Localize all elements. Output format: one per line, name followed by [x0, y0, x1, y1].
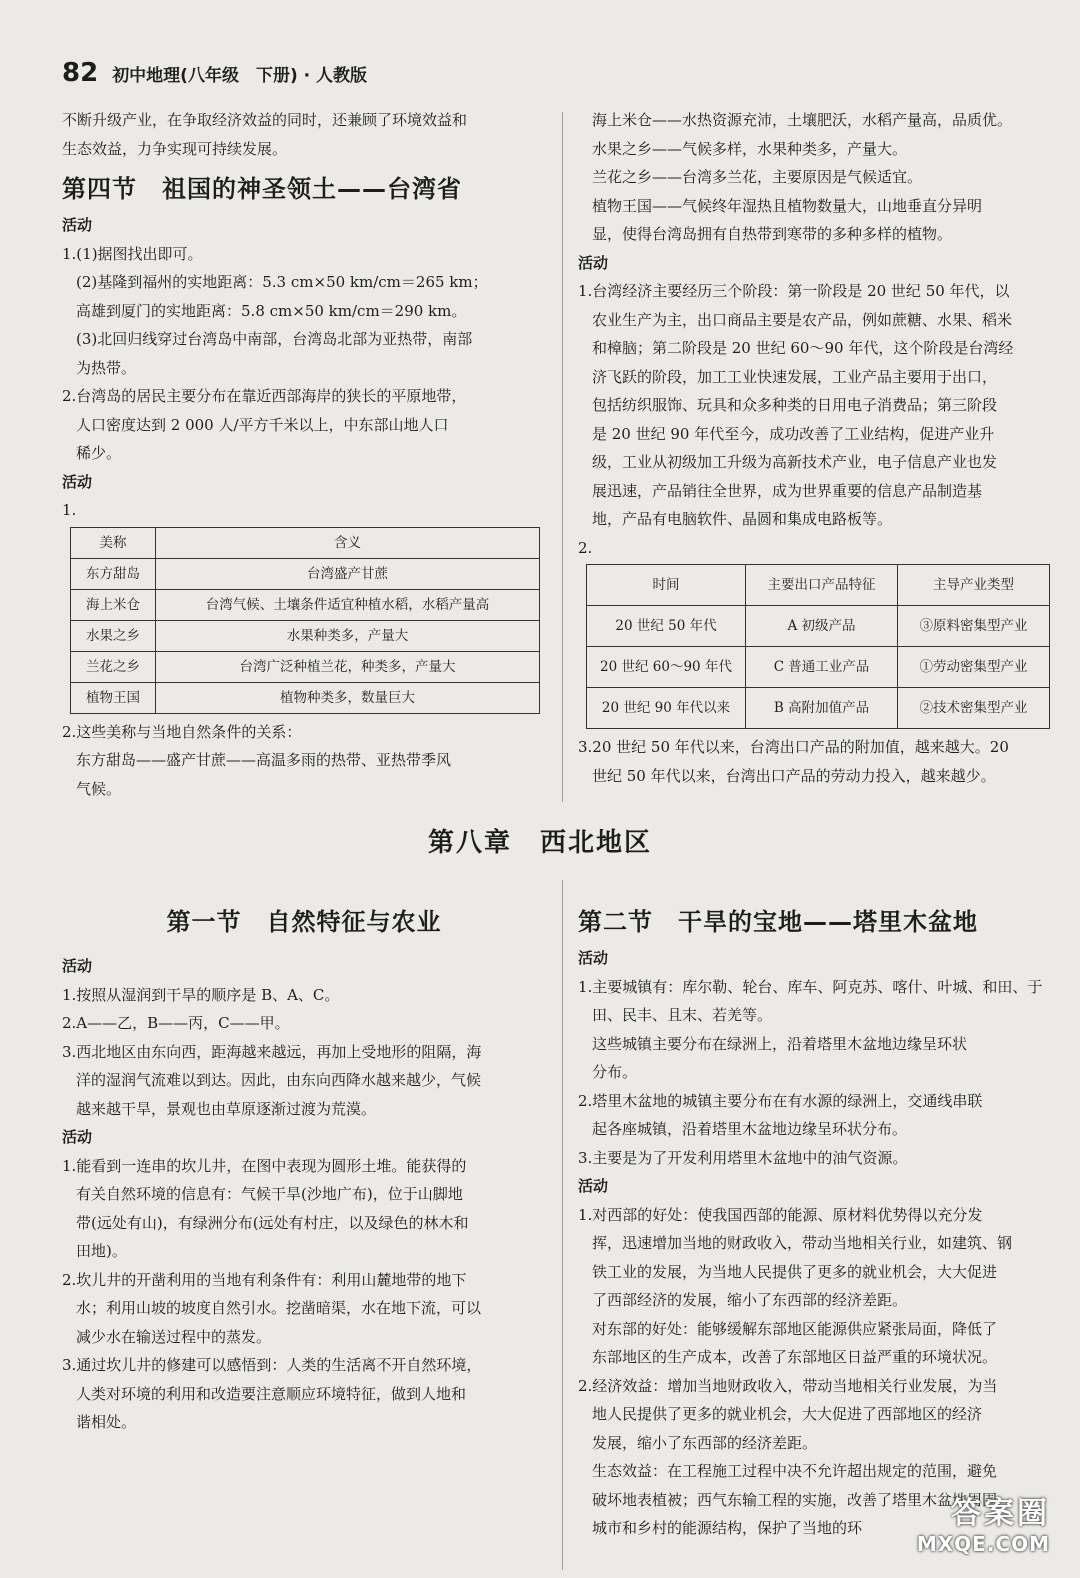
table-cell: 20 世纪 60～90 年代	[587, 647, 746, 688]
answer-line: 洋的湿润气流难以到达。因此，由东向西降水越来越少，气候	[76, 1071, 482, 1089]
nickname-table	[70, 527, 540, 714]
table-row	[71, 651, 540, 682]
table-cell: 植物王国	[71, 682, 156, 713]
answer-line: 世纪 50 年代以来，台湾出口产品的劳动力投入，越来越少。	[592, 766, 996, 785]
answer-line: 气候。	[76, 779, 122, 798]
answer-line: 3.20 世纪 50 年代以来，台湾出口产品的附加值，越来越大。20	[578, 738, 1009, 756]
table-row	[587, 647, 1050, 688]
table-row	[71, 620, 540, 651]
answer-line: 农业生产为主，出口商品主要是农产品，例如蔗糖、水果、稻米	[592, 310, 1013, 329]
question-number: 1.	[62, 501, 77, 519]
table-header-cell: 时间	[587, 565, 746, 606]
answer-line: 挥，迅速增加当地的财政收入，带动当地相关行业，如建筑、钢	[592, 1234, 1013, 1252]
table-cell: C 普通工业产品	[746, 647, 898, 688]
answer-line: (2)基隆到福州的实地距离：5.3 cm×50 km/cm＝265 km；	[76, 273, 488, 291]
answer-line: 2.这些美称与当地自然条件的关系：	[62, 722, 302, 741]
answer-line: 城市和乡村的能源结构，保护了当地的环	[592, 1519, 863, 1537]
table-cell: 水果种类多，产量大	[156, 620, 540, 651]
answer-line: 1.能看到一连串的坎儿井，在图中表现为圆形土堆。能获得的	[62, 1156, 467, 1175]
answer-line: 2.坎儿井的开凿利用的当地有利条件有：利用山麓地带的地下	[62, 1270, 467, 1289]
table-cell: ①劳动密集型产业	[898, 647, 1050, 688]
activity-heading: 活动	[62, 472, 93, 491]
answer-line: 植物王国——气候终年湿热且植物数量大，山地垂直分异明	[592, 196, 983, 215]
answer-line: 水果之乡——气候多样，水果种类多，产量大。	[592, 139, 908, 158]
answer-line: 起各座城镇，沿着塔里木盆地边缘呈环状分布。	[592, 1120, 908, 1138]
table-header-row	[587, 565, 1050, 606]
answer-line: 1.(1)据图找出即可。	[62, 244, 203, 263]
answer-line: 带(远处有山)，有绿洲分布(远处有村庄，以及绿色的林木和	[76, 1213, 469, 1232]
answer-line: 级，工业从初级加工升级为高新技术产业，电子信息产业也发	[592, 453, 998, 471]
watermark-url: MXQE.COM	[916, 1532, 1050, 1556]
table-header-row	[71, 527, 540, 558]
table-row	[71, 589, 540, 620]
left-bottom-column	[62, 896, 546, 1437]
table-header-cell: 主导产业类型	[898, 565, 1050, 606]
answer-line: 有关自然环境的信息有：气候干旱(沙地广布)，位于山脚地	[76, 1185, 463, 1203]
answer-line: 地，产品有电脑软件、晶圆和集成电路板等。	[592, 510, 893, 528]
table-cell: 兰花之乡	[71, 651, 156, 682]
answer-line: 显，使得台湾岛拥有自热带到寒带的多种多样的植物。	[592, 225, 953, 243]
table-row	[71, 558, 540, 589]
watermark-logo	[917, 1488, 1050, 1556]
answer-line: 展迅速，产品销往全世界，成为世界重要的信息产品制造基	[592, 481, 983, 500]
section-title: 第二节 干旱的宝地——塔里木盆地	[578, 908, 978, 936]
answer-line: 1.主要城镇有：库尔勒、轮台、库车、阿克苏、喀什、叶城、和田、于	[578, 977, 1043, 996]
answer-line: 稀少。	[76, 444, 122, 462]
answer-line: 3.主要是为了开发利用塔里木盆地中的油气资源。	[578, 1148, 908, 1167]
table-cell: 台湾气候、土壤条件适宜种植水稻，水稻产量高	[156, 589, 540, 620]
answer-line: 包括纺织服饰、玩具和众多种类的日用电子消费品；第三阶段	[592, 396, 998, 414]
page-number: 82	[62, 58, 99, 88]
answer-line: 分布。	[592, 1063, 638, 1081]
activity-heading: 活动	[578, 253, 609, 272]
right-top-column	[578, 106, 1062, 790]
section-title: 第一节 自然特征与农业	[166, 908, 442, 936]
page-header	[62, 58, 367, 98]
answer-line: 地人民提供了更多的就业机会，大大促进了西部地区的经济	[592, 1405, 983, 1423]
activity-heading: 活动	[62, 1128, 93, 1146]
table-cell: ③原料密集型产业	[898, 606, 1050, 647]
answer-line: 3.通过坎儿井的修建可以感悟到：人类的生活离不开自然环境，	[62, 1356, 482, 1374]
answer-line: 济飞跃的阶段，加工工业快速发展，工业产品主要用于出口，	[592, 367, 998, 386]
table-cell: ②技术密集型产业	[898, 688, 1050, 729]
answer-line: 谐相处。	[76, 1413, 137, 1431]
answer-line: 1.对西部的好处：使我国西部的能源、原材料优势得以充分发	[578, 1205, 983, 1224]
answer-line: 水；利用山坡的坡度自然引水。挖凿暗渠，水在地下流，可以	[76, 1299, 482, 1317]
answer-line: 1.台湾经济主要经历三个阶段：第一阶段是 20 世纪 50 年代，以	[578, 282, 1010, 300]
watermark-text: 答案圈	[951, 1496, 1050, 1531]
chapter-title: 第八章 西北地区	[427, 828, 652, 858]
answer-line: 了西部经济的发展，缩小了东西部的经济差距。	[592, 1291, 908, 1309]
answer-line: 和樟脑；第二阶段是 20 世纪 60～90 年代，这个阶段是台湾经	[592, 339, 1014, 357]
table-header-cell: 含义	[156, 527, 540, 558]
answer-line: 高雄到厦门的实地距离：5.8 cm×50 km/cm＝290 km。	[76, 301, 467, 320]
answer-line: 东部地区的生产成本，改善了东部地区日益严重的环境状况。	[592, 1348, 998, 1366]
answer-line: 发展，缩小了东西部的经济差距。	[592, 1433, 818, 1452]
table-cell: 水果之乡	[71, 620, 156, 651]
left-top-column	[62, 106, 546, 803]
table-header-cell: 主要出口产品特征	[746, 565, 898, 606]
answer-line: 人类对环境的利用和改造要注意顺应环境特征，做到人地和	[76, 1384, 467, 1403]
answer-line: 为热带。	[76, 358, 137, 377]
answer-line: 1.按照从湿润到干旱的顺序是 B、A、C。	[62, 985, 340, 1004]
table-cell: 东方甜岛	[71, 558, 156, 589]
table-cell: 海上米仓	[71, 589, 156, 620]
section-title: 第四节 祖国的神圣领土——台湾省	[62, 175, 462, 203]
table-cell: 20 世纪 50 年代	[587, 606, 746, 647]
answer-line: 是 20 世纪 90 年代至今，成功改善了工业结构，促进产业升	[592, 424, 995, 443]
answer-line: 减少水在输送过程中的蒸发。	[76, 1327, 272, 1346]
table-row	[587, 688, 1050, 729]
column-divider-bottom	[562, 880, 563, 1570]
activity-heading: 活动	[62, 957, 93, 975]
economy-stage-table	[586, 564, 1050, 729]
answer-line: 对东部的好处：能够缓解东部地区能源供应紧张局面，降低了	[592, 1319, 998, 1338]
answer-line: 人口密度达到 2 000 人/平方千米以上，中东部山地人口	[76, 415, 449, 434]
answer-line: 破坏地表植被；西气东输工程的实施，改善了塔里木盆地周围	[592, 1490, 998, 1509]
table-cell: 20 世纪 90 年代以来	[587, 688, 746, 729]
answer-line: 东方甜岛——盛产甘蔗——高温多雨的热带、亚热带季风	[76, 751, 452, 769]
table-header-cell: 美称	[71, 527, 156, 558]
answer-line: 兰花之乡——台湾多兰花，主要原因是气候适宜。	[592, 168, 923, 186]
table-cell: A 初级产品	[746, 606, 898, 647]
right-bottom-column	[578, 896, 1062, 1543]
answer-line: 越来越干旱，景观也由草原逐渐过渡为荒漠。	[76, 1099, 377, 1118]
activity-heading: 活动	[578, 1177, 609, 1195]
answer-line: 2.塔里木盆地的城镇主要分布在有水源的绿洲上，交通线串联	[578, 1091, 983, 1110]
answer-line: 海上米仓——水热资源充沛，土壤肥沃，水稻产量高，品质优。	[592, 111, 1013, 129]
answer-line: 生态效益：在工程施工过程中决不允许超出规定的范围，避免	[592, 1462, 998, 1480]
answer-line: 这些城镇主要分布在绿洲上，沿着塔里木盆地边缘呈环状	[592, 1034, 968, 1053]
answer-line: 2.经济效益：增加当地财政收入，带动当地相关行业发展，为当	[578, 1376, 998, 1395]
answer-line: 田地)。	[76, 1242, 127, 1260]
table-cell: 台湾广泛种植兰花，种类多，产量大	[156, 651, 540, 682]
answer-line: 3.西北地区由东向西，距海越来越远，再加上受地形的阻隔，海	[62, 1042, 482, 1061]
book-title: 初中地理(八年级 下册) · 人教版	[112, 66, 368, 86]
answer-line: 2.台湾岛的居民主要分布在靠近西部海岸的狭长的平原地带，	[62, 387, 467, 405]
column-divider-top	[562, 112, 563, 802]
table-row	[71, 682, 540, 713]
activity-heading: 活动	[578, 949, 609, 967]
question-number: 2.	[578, 538, 593, 557]
table-row	[587, 606, 1050, 647]
answer-line: (3)北回归线穿过台湾岛中南部，台湾岛北部为亚热带，南部	[76, 330, 473, 348]
answer-line: 田、民丰、且末、若羌等。	[592, 1006, 773, 1024]
activity-heading: 活动	[62, 216, 93, 234]
intro-line: 不断升级产业，在争取经济效益的同时，还兼顾了环境效益和	[62, 111, 468, 129]
answer-line: 2.A——乙，B——丙，C——甲。	[62, 1014, 290, 1032]
table-cell: 台湾盛产甘蔗	[156, 558, 540, 589]
intro-line: 生态效益，力争实现可持续发展。	[62, 139, 288, 158]
table-cell: 植物种类多，数量巨大	[156, 682, 540, 713]
answer-line: 铁工业的发展，为当地人民提供了更多的就业机会，大大促进	[592, 1262, 998, 1281]
table-cell: B 高附加值产品	[746, 688, 898, 729]
